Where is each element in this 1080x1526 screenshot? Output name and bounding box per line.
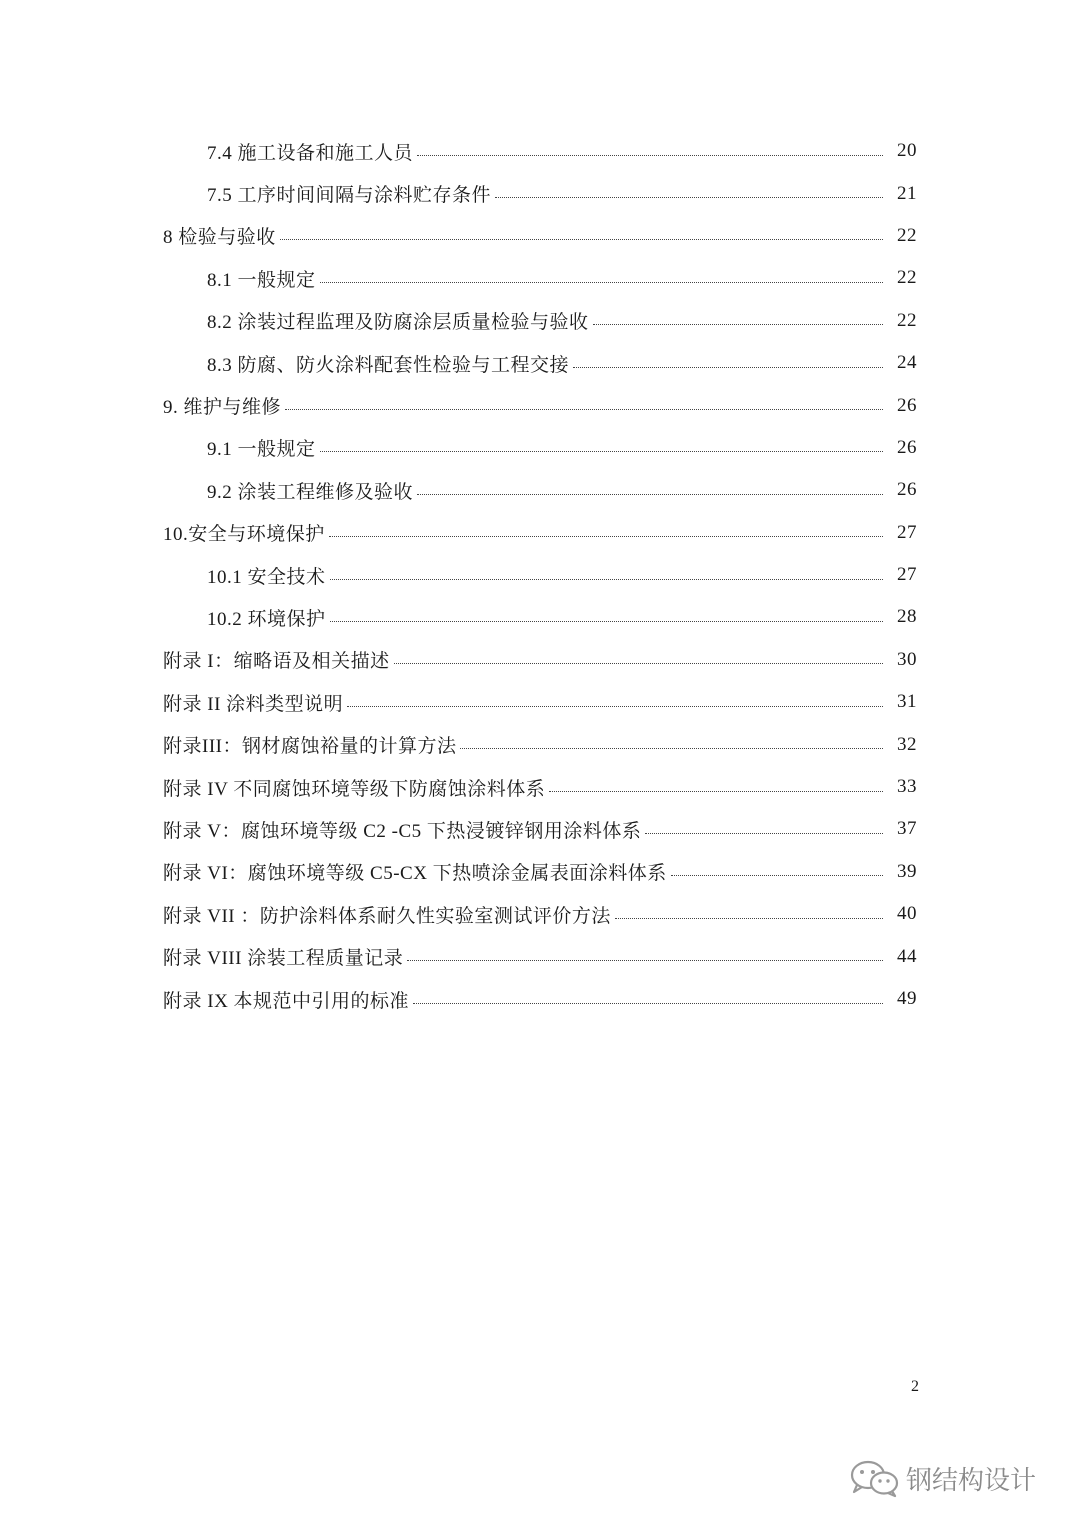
toc-entry[interactable] [0,766,1080,808]
dot-leader [417,494,883,495]
dot-leader [347,706,883,707]
toc-entry[interactable] [0,300,1080,342]
toc-entry[interactable] [0,384,1080,426]
toc-entry-label: 附录 VII ：防护涂料体系耐久性实验室测试评价方法 [163,905,611,927]
dot-leader [330,579,883,580]
toc-entry-page: 26 [897,479,917,501]
toc-entry[interactable] [0,512,1080,554]
toc-entry[interactable] [0,215,1080,257]
dot-leader [285,409,883,410]
dot-leader [615,918,883,919]
dot-leader [593,324,883,325]
dot-leader [320,282,883,283]
toc-entry[interactable] [0,554,1080,596]
toc-entry-label: 附录 II 涂料类型说明 [163,693,344,715]
toc-entry-page: 27 [897,564,917,586]
toc-entry-page: 44 [897,945,917,967]
toc-entry[interactable] [0,681,1080,723]
toc-entry[interactable] [0,978,1080,1020]
toc-entry-label: 8 检验与验收 [163,227,276,249]
toc-entry-page: 27 [897,521,917,543]
dot-leader [413,1003,883,1004]
dot-leader [549,791,883,792]
dot-leader [280,239,883,240]
dot-leader [320,451,883,452]
toc-entry-label: 9. 维护与维修 [163,397,282,419]
toc-entry-page: 24 [897,352,917,374]
toc-entry-label: 附录 V：腐蚀环境等级 C2 -C5 下热浸镀锌钢用涂料体系 [163,820,642,842]
toc-entry-page: 30 [897,648,917,670]
toc-entry-label: 10.1 安全技术 [207,566,326,588]
toc-entry-page: 22 [897,267,917,289]
dot-leader [417,155,883,156]
watermark-text: 钢结构设计 [906,1465,1037,1496]
toc-entry[interactable] [0,935,1080,977]
page-number: 2 [911,1378,919,1395]
dot-leader [460,748,883,749]
toc-entry-page: 40 [897,903,917,925]
toc-entry-label: 附录 VIII 涂装工程质量记录 [163,948,404,970]
toc-entry[interactable] [0,257,1080,299]
toc-entry-page: 31 [897,691,917,713]
toc-entry-label: 7.5 工序时间间隔与涂料贮存条件 [207,185,492,207]
toc-entry-label: 附录 IX 本规范中引用的标准 [163,990,410,1012]
dot-leader [329,536,883,537]
toc-entry-label: 10.2 环境保护 [207,608,326,630]
toc-entry-label: 7.4 施工设备和施工人员 [207,142,414,164]
toc-entry-label: 附录III：钢材腐蚀裕量的计算方法 [163,736,457,758]
toc-entry-label: 附录 IV 不同腐蚀环境等级下防腐蚀涂料体系 [163,778,546,800]
toc-entry[interactable] [0,893,1080,935]
dot-leader [407,960,883,961]
dot-leader [573,367,883,368]
dot-leader [671,875,883,876]
toc-entry[interactable] [0,808,1080,850]
toc-entry-page: 26 [897,436,917,458]
toc-entry-label: 10.安全与环境保护 [163,524,325,546]
watermark [848,1456,1036,1500]
toc-entry[interactable] [0,596,1080,638]
toc-entry[interactable] [0,639,1080,681]
toc-entry-label: 8.3 防腐、防火涂料配套性检验与工程交接 [207,354,570,376]
toc-entry-page: 37 [897,818,917,840]
toc-entry[interactable] [0,130,1080,172]
dot-leader [645,833,883,834]
toc-entry-label: 8.1 一般规定 [207,269,316,291]
dot-leader [330,621,883,622]
dot-leader [495,197,883,198]
toc-entry-page: 22 [897,309,917,331]
table-of-contents [0,130,1080,1020]
toc-entry-page: 21 [897,182,917,204]
toc-entry-label: 8.2 涂装过程监理及防腐涂层质量检验与验收 [207,312,589,334]
toc-entry[interactable] [0,469,1080,511]
toc-entry[interactable] [0,427,1080,469]
toc-entry[interactable] [0,851,1080,893]
toc-entry-page: 39 [897,860,917,882]
toc-entry-label: 9.1 一般规定 [207,439,316,461]
toc-entry[interactable] [0,342,1080,384]
toc-entry-page: 22 [897,224,917,246]
toc-entry[interactable] [0,172,1080,214]
toc-entry-label: 附录 I：缩略语及相关描述 [163,651,390,673]
wechat-icon [848,1458,900,1498]
dot-leader [394,663,883,664]
toc-entry-page: 49 [897,988,917,1009]
toc-entry-page: 32 [897,733,917,755]
toc-entry[interactable] [0,723,1080,765]
toc-entry-label: 9.2 涂装工程维修及验收 [207,481,414,503]
toc-entry-page: 26 [897,394,917,416]
toc-entry-page: 20 [897,140,917,162]
toc-entry-page: 33 [897,776,917,798]
toc-entry-label: 附录 VI：腐蚀环境等级 C5-CX 下热喷涂金属表面涂料体系 [163,863,667,885]
toc-entry-page: 28 [897,606,917,628]
